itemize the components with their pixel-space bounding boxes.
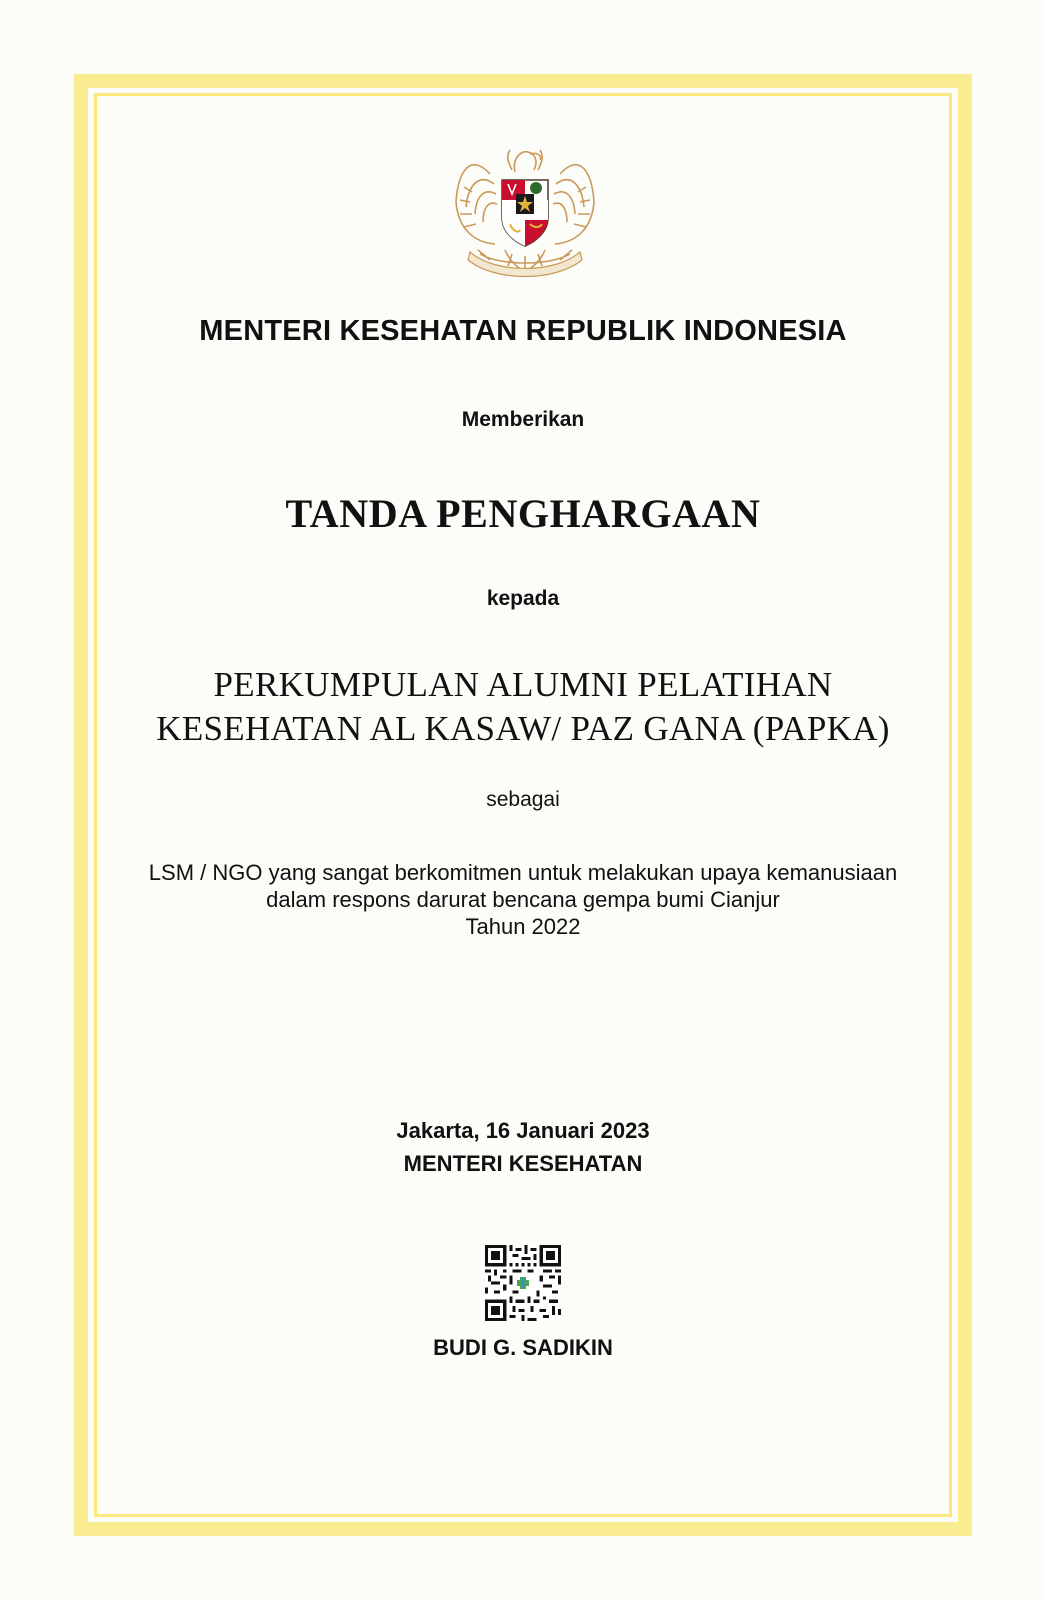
- award-title: TANDA PENGHARGAAN: [285, 491, 761, 536]
- garuda-pancasila-emblem-icon: [450, 132, 600, 288]
- gives-label: Memberikan: [461, 408, 585, 431]
- qr-code-icon: [485, 1245, 561, 1321]
- signer-name: BUDI G. SADIKIN: [433, 1335, 613, 1360]
- as-label: sebagai: [486, 788, 560, 811]
- description-line-3: Tahun 2022: [465, 914, 581, 939]
- description-line-1: LSM / NGO yang sangat berkomitmen untuk melakukan upaya kemanusiaan: [148, 860, 898, 885]
- recipient-line-1: PERKUMPULAN ALUMNI PELATIHAN: [213, 665, 833, 704]
- description-line-2: dalam respons darurat bencana gempa bumi Cianjur: [266, 887, 780, 912]
- place-date: Jakarta, 16 Januari 2023: [396, 1118, 650, 1143]
- recipient-name: [0, 663, 1046, 751]
- award-description: [0, 859, 1046, 940]
- ministry-heading: MENTERI KESEHATAN REPUBLIK INDONESIA: [199, 315, 847, 347]
- signer-title: MENTERI KESEHATAN: [403, 1151, 643, 1176]
- recipient-line-2: KESEHATAN AL KASAW/ PAZ GANA (PAPKA): [156, 709, 890, 748]
- to-label: kepada: [486, 587, 560, 610]
